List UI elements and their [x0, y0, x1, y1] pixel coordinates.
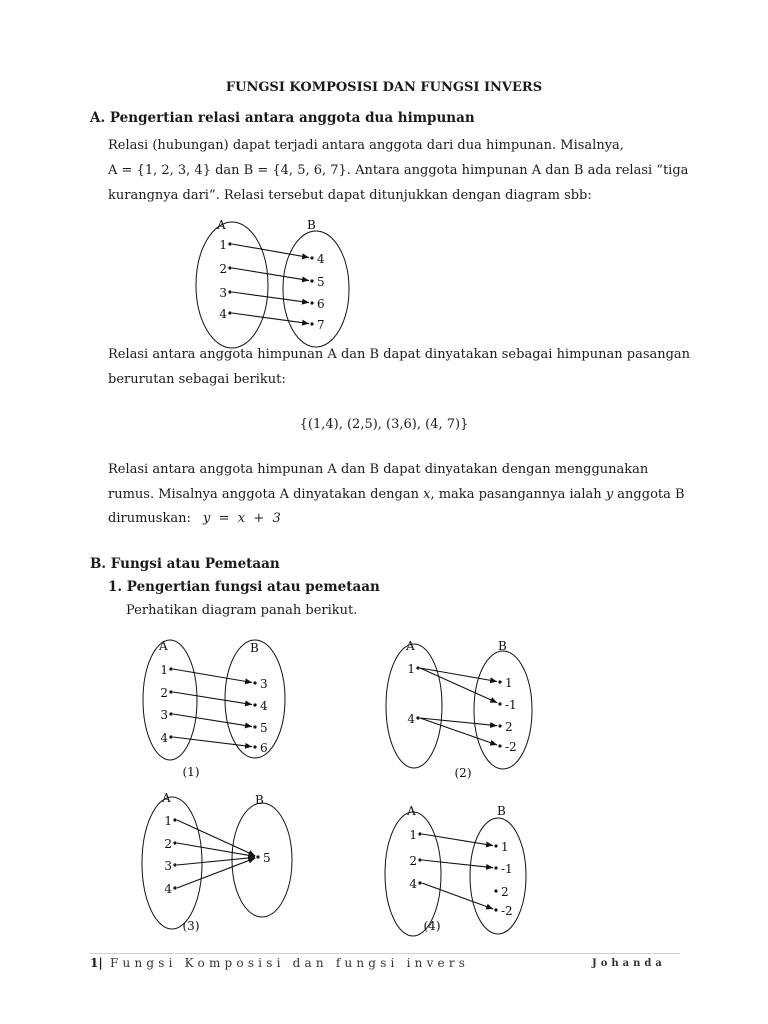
variable-x: x — [423, 487, 431, 502]
domain-element-label: 4 — [407, 712, 415, 726]
codomain-element-label: 5 — [317, 275, 325, 289]
codomain-point — [253, 725, 256, 728]
mapping-arrow — [232, 292, 309, 303]
set-a-label: A — [217, 218, 226, 232]
section-a-paragraph-1-line-1: Relasi (hubungan) dapat terjadi antara anggota dari dua himpunan. Misalnya, — [108, 138, 624, 153]
ordered-pairs-set: {(1,4), (2,5), (3,6), (4, 7)} — [299, 417, 469, 432]
domain-point — [169, 667, 172, 670]
codomain-element-label: -1 — [505, 698, 517, 712]
diagram-caption: (4) — [423, 919, 441, 933]
codomain-element-label: 6 — [317, 297, 325, 311]
set-b-ellipse — [283, 231, 349, 347]
set-a-label: A — [406, 639, 415, 653]
arrow-diagram-1 — [135, 638, 305, 783]
codomain-element-label: 4 — [317, 252, 325, 266]
codomain-point — [253, 745, 256, 748]
set-a-label: A — [162, 791, 171, 805]
mapping-arrow — [420, 668, 497, 681]
mapping-arrow — [422, 860, 493, 868]
text-fragment: , maka pasangannya ialah — [430, 487, 606, 502]
domain-point — [173, 863, 176, 866]
section-b-heading: B. Fungsi atau Pemetaan — [90, 556, 280, 572]
diagram-caption: (2) — [454, 766, 472, 780]
codomain-element-label: 6 — [260, 741, 268, 755]
codomain-element-label: -2 — [505, 740, 517, 754]
codomain-point — [310, 279, 313, 282]
set-a-label: A — [159, 639, 168, 653]
section-a-paragraph-1-line-2: A = {1, 2, 3, 4} dan B = {4, 5, 6, 7}. Antara anggota himpunan A dan B ada relasi “tiga — [108, 163, 689, 178]
domain-point — [169, 712, 172, 715]
section-a-paragraph-3-line-3 — [108, 511, 281, 526]
codomain-point — [310, 301, 313, 304]
codomain-element-label: 4 — [260, 699, 268, 713]
codomain-point — [498, 724, 501, 727]
footer-divider — [90, 953, 680, 954]
codomain-element-label: 7 — [317, 318, 325, 332]
codomain-point — [253, 681, 256, 684]
mapping-arrow — [232, 313, 309, 324]
domain-element-label: 4 — [160, 731, 168, 745]
mapping-arrow — [422, 834, 493, 846]
arrow-diagram-main — [190, 215, 360, 350]
set-a-ellipse — [196, 222, 268, 348]
codomain-point — [253, 703, 256, 706]
domain-point — [173, 818, 176, 821]
codomain-point — [310, 322, 313, 325]
domain-point — [173, 886, 176, 889]
footer-author: Johanda — [592, 958, 666, 969]
set-b-label: B — [307, 218, 316, 232]
domain-element-label: 1 — [160, 663, 168, 677]
domain-point — [228, 290, 231, 293]
domain-point — [228, 266, 231, 269]
codomain-point — [494, 866, 497, 869]
section-b-intro: Perhatikan diagram panah berikut. — [126, 603, 358, 618]
mapping-arrow — [177, 820, 255, 856]
domain-element-label: 1 — [409, 828, 417, 842]
domain-element-label: 4 — [219, 307, 227, 321]
codomain-point — [494, 908, 497, 911]
text-fragment: dirumuskan: — [108, 511, 191, 526]
set-b-ellipse — [225, 640, 285, 758]
mapping-arrow — [173, 669, 252, 683]
domain-element-label: 3 — [164, 859, 172, 873]
section-a-paragraph-3-line-1: Relasi antara anggota himpunan A dan B dapat dinyatakan dengan menggunakan — [108, 462, 649, 477]
text-fragment: anggota B — [613, 487, 685, 502]
codomain-element-label: 5 — [263, 851, 271, 865]
section-b-subheading-1: 1. Pengertian fungsi atau pemetaan — [108, 579, 380, 595]
domain-element-label: 2 — [160, 686, 168, 700]
codomain-point — [498, 744, 501, 747]
domain-point — [418, 858, 421, 861]
diagram-caption: (1) — [182, 765, 200, 779]
domain-point — [416, 716, 419, 719]
set-b-ellipse — [470, 818, 526, 934]
footer-document-title: Fungsi Komposisi dan fungsi invers — [110, 956, 470, 970]
set-b-ellipse — [232, 803, 292, 917]
arrow-diagram-4 — [375, 800, 545, 938]
set-b-label: B — [497, 804, 506, 818]
mapping-arrow — [177, 857, 255, 865]
text-fragment: rumus. Misalnya anggota A dinyatakan dengan — [108, 487, 424, 502]
domain-point — [169, 690, 172, 693]
section-a-paragraph-2-line-2: berurutan sebagai berikut: — [108, 372, 286, 387]
codomain-element-label: 1 — [501, 840, 509, 854]
section-a-paragraph-2-line-1: Relasi antara anggota himpunan A dan B dapat dinyatakan sebagai himpunan pasangan — [108, 347, 691, 362]
domain-point — [228, 311, 231, 314]
arrow-diagram-2 — [380, 636, 550, 784]
set-b-label: B — [255, 793, 264, 807]
domain-element-label: 3 — [160, 708, 168, 722]
set-b-label: B — [250, 641, 259, 655]
codomain-point — [256, 855, 259, 858]
domain-element-label: 4 — [164, 882, 172, 896]
domain-element-label: 1 — [164, 814, 172, 828]
codomain-point — [494, 844, 497, 847]
section-a-paragraph-1-line-3: kurangnya dari”. Relasi tersebut dapat ditunjukkan dengan diagram sbb: — [108, 188, 592, 203]
domain-point — [169, 735, 172, 738]
mapping-arrow — [177, 858, 255, 888]
page-separator: | — [98, 956, 103, 970]
domain-point — [418, 881, 421, 884]
page-title: FUNGSI KOMPOSISI DAN FUNGSI INVERS — [225, 80, 543, 95]
codomain-point — [494, 889, 497, 892]
domain-point — [418, 832, 421, 835]
mapping-arrow — [232, 268, 309, 281]
section-a-paragraph-3-line-2 — [108, 487, 685, 502]
set-a-ellipse — [143, 640, 197, 760]
mapping-arrow — [173, 692, 252, 705]
domain-element-label: 2 — [219, 262, 227, 276]
diagram-caption: (3) — [182, 919, 200, 933]
codomain-point — [498, 680, 501, 683]
codomain-element-label: 2 — [505, 720, 513, 734]
domain-element-label: 2 — [409, 854, 417, 868]
codomain-point — [498, 702, 501, 705]
footer-page-number — [90, 956, 103, 970]
codomain-element-label: -1 — [501, 862, 513, 876]
arrow-diagram-3 — [135, 788, 305, 938]
mapping-arrow — [420, 668, 497, 703]
codomain-element-label: -2 — [501, 904, 513, 918]
domain-point — [173, 841, 176, 844]
section-a-heading: A. Pengertian relasi antara anggota dua himpunan — [90, 110, 475, 126]
set-a-label: A — [407, 804, 416, 818]
domain-point — [416, 666, 419, 669]
set-b-ellipse — [474, 651, 532, 769]
codomain-element-label: 2 — [501, 885, 509, 899]
codomain-element-label: 1 — [505, 676, 513, 690]
page-number: 1 — [90, 956, 99, 970]
domain-element-label: 1 — [219, 238, 227, 252]
codomain-element-label: 3 — [260, 677, 268, 691]
variable-y: y — [605, 487, 614, 502]
mapping-arrow — [173, 714, 252, 727]
codomain-element-label: 5 — [260, 721, 268, 735]
formula: y = x + 3 — [202, 511, 281, 526]
domain-element-label: 3 — [219, 286, 227, 300]
domain-point — [228, 242, 231, 245]
domain-element-label: 4 — [409, 877, 417, 891]
domain-element-label: 1 — [407, 662, 415, 676]
mapping-arrow — [422, 883, 493, 909]
set-b-label: B — [498, 639, 507, 653]
domain-element-label: 2 — [164, 837, 172, 851]
mapping-arrow — [173, 737, 252, 747]
codomain-point — [310, 256, 313, 259]
mapping-arrow — [232, 244, 309, 257]
